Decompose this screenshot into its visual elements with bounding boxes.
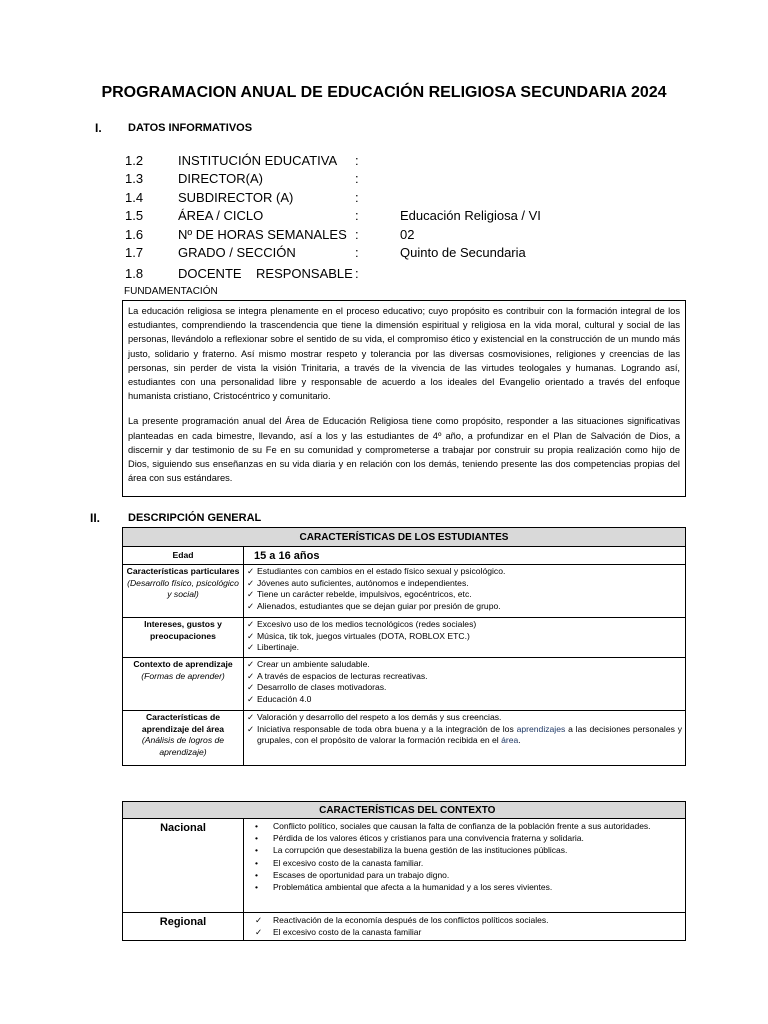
check-icon: ✓ bbox=[247, 723, 255, 734]
intereses-label: Intereses, gustos y preocupaciones bbox=[123, 618, 244, 658]
info-label: ÁREA / CICLO bbox=[178, 208, 264, 223]
info-number: 1.6 bbox=[125, 227, 144, 242]
list-item-text: Reactivación de la economía después de los conflictos políticos sociales. bbox=[273, 915, 549, 925]
list-item-text: Alienados, estudiantes que se dejan guiar por presión de grupo. bbox=[257, 600, 501, 611]
list-item bbox=[247, 712, 682, 724]
contexto-list bbox=[244, 658, 686, 711]
check-icon: ✓ bbox=[247, 630, 255, 641]
check-icon: ✓ bbox=[255, 927, 263, 938]
list-item bbox=[247, 881, 682, 893]
list-item-text: Tiene un carácter rebelde, impulsivos, egocéntricos, etc. bbox=[257, 589, 472, 600]
list-item-text: A través de espacios de lecturas recreativas. bbox=[257, 670, 428, 681]
edad-label: Edad bbox=[123, 547, 244, 565]
fundamentacion-box bbox=[122, 300, 686, 497]
list-item-text: Iniciativa responsable de toda obra buena y a la integración de los bbox=[257, 723, 517, 734]
particulares-label: Características particulares bbox=[126, 566, 240, 576]
list-item-text: Crear un ambiente saludable. bbox=[257, 659, 370, 669]
check-icon: ✓ bbox=[247, 659, 255, 669]
area-label: Características de aprendizaje del área bbox=[141, 712, 225, 734]
context-table-header-blank bbox=[123, 802, 244, 819]
list-item-text: Música, tik tok, juegos virtuales (DOTA, ROBLOX ETC.) bbox=[257, 630, 470, 641]
list-item-text: a las decisiones personales y grupales, con el propósito de valorar la formación recibida en el bbox=[257, 723, 682, 746]
edad-value: 15 a 16 años bbox=[244, 547, 686, 565]
list-item bbox=[247, 682, 682, 694]
students-table bbox=[122, 527, 686, 766]
list-item bbox=[247, 589, 682, 601]
info-colon: : bbox=[355, 190, 359, 205]
bullet-icon: • bbox=[255, 857, 258, 868]
list-item-text: Desarrollo de clases motivadoras. bbox=[257, 682, 387, 693]
list-item bbox=[247, 659, 682, 671]
info-number: 1.4 bbox=[125, 190, 144, 205]
particulares-label-cell bbox=[123, 565, 244, 618]
students-table-header: CARACTERÍSTICAS DE LOS ESTUDIANTES bbox=[123, 528, 686, 547]
bullet-icon: • bbox=[255, 882, 258, 893]
table-row bbox=[123, 819, 686, 913]
info-label: DIRECTOR(A) bbox=[178, 171, 263, 186]
check-icon: ✓ bbox=[247, 619, 255, 629]
table-row bbox=[123, 565, 686, 618]
fundamentacion-paragraph: La presente programación anual del Área de Educación Religiosa tiene como propósito, responder a las situaciones significativas planteadas en cada bimestre, llevando, así a los y las estudiantes de 4º año, a profundizar en el Plan de Salvación de Dios, a discernir y dar testimonio de su Fe en su comunidad y comprometerse a trabajar por construir su propia realización como hijo de Dios, siguiendo sus enseñanzas en su vida diaria y en relación con los demás, teniendo presente las dos competencias propias del área con sus estándares. bbox=[128, 416, 680, 484]
list-item bbox=[247, 566, 682, 578]
section-1-title: DATOS INFORMATIVOS bbox=[128, 122, 253, 134]
list-item bbox=[247, 820, 682, 832]
list-item-text: Jóvenes auto suficientes, autónomos e independientes. bbox=[257, 577, 469, 588]
info-colon: : bbox=[355, 153, 359, 168]
list-item bbox=[247, 857, 682, 869]
list-item bbox=[247, 844, 682, 856]
list-item bbox=[247, 631, 682, 643]
info-label: INSTITUCIÓN EDUCATIVA bbox=[178, 153, 338, 168]
nacional-list bbox=[244, 819, 686, 913]
fundamentacion-paragraph: La educación religiosa se integra plenamente en el proceso educativo; cuyo propósito es contribuir con la formación integral de los estudiantes, comprendiendo la trascendencia que tiene la dimensión espiritual y religiosa en la vida moral, cultural y social de las personas, llevándolo a reflexionar sobre el sentido de su vida, el compromiso ético y existencial en la construcción de un mundo más justo, solidario y fraterno. Así mismo mostrar respeto y tolerancia por las diversas cosmovisiones, religiones y creencias de las personas, sin perder de vista la visión Trinitaria, a través de la vivencia de las virtudes teologales y humanas. Logrando así, estudiantes con una personalidad libre y responsable de acuerdo a los ideales del Evangelio orientado a través del enfoque humanista cristiano, Cristocéntrico y comunitario. bbox=[128, 306, 680, 402]
list-item-text: El excesivo costo de la canasta familiar. bbox=[273, 857, 424, 868]
list-item bbox=[247, 926, 682, 938]
particulares-sublabel: (Desarrollo físico, psicológico y social) bbox=[127, 577, 239, 599]
info-colon: : bbox=[355, 227, 359, 242]
info-colon: : bbox=[355, 245, 359, 260]
list-item-text: Conflicto político, sociales que causan la falta de confianza de la población frente a sus autoridades. bbox=[273, 821, 651, 831]
check-icon: ✓ bbox=[247, 566, 255, 576]
table-row bbox=[123, 913, 686, 941]
info-number: 1.8 bbox=[125, 266, 144, 281]
list-item-text: El excesivo costo de la canasta familiar bbox=[273, 927, 422, 938]
info-label: SUBDIRECTOR (A) bbox=[178, 190, 294, 205]
check-icon: ✓ bbox=[247, 693, 255, 704]
section-2-number: II. bbox=[90, 511, 101, 525]
document-title: PROGRAMACION ANUAL DE EDUCACIÓN RELIGIOSA SECUNDARIA 2024 bbox=[101, 84, 667, 101]
bullet-icon: • bbox=[255, 845, 258, 856]
list-item-text: Valoración y desarrollo del respeto a los demás y sus creencias. bbox=[257, 712, 502, 722]
list-item bbox=[247, 914, 682, 926]
list-item bbox=[247, 619, 682, 631]
list-item-text: Estudiantes con cambios en el estado físico sexual y psicológico. bbox=[257, 566, 506, 576]
list-item-text: Libertinaje. bbox=[257, 642, 300, 653]
regional-list bbox=[244, 913, 686, 941]
area-list bbox=[244, 711, 686, 766]
contexto-label: Contexto de aprendizaje bbox=[133, 659, 233, 669]
check-icon: ✓ bbox=[247, 670, 255, 681]
list-item bbox=[247, 869, 682, 881]
list-item bbox=[247, 601, 682, 613]
context-table-header: CARACTERÍSTICAS DEL CONTEXTO bbox=[244, 802, 686, 819]
contexto-sublabel: (Formas de aprender) bbox=[141, 670, 225, 681]
list-item-text: . bbox=[518, 735, 521, 746]
check-icon: ✓ bbox=[247, 642, 255, 653]
info-number: 1.7 bbox=[125, 245, 144, 260]
info-label: DOCENTE RESPONSABLE bbox=[178, 266, 353, 281]
bullet-icon: • bbox=[255, 821, 258, 831]
info-number: 1.2 bbox=[125, 153, 144, 168]
area-label-cell bbox=[123, 711, 244, 766]
table-row bbox=[123, 711, 686, 766]
list-item bbox=[247, 724, 682, 747]
bullet-icon: • bbox=[255, 833, 258, 844]
info-value: Educación Religiosa / VI bbox=[400, 208, 541, 223]
table-row bbox=[123, 618, 686, 658]
info-number: 1.5 bbox=[125, 208, 144, 223]
section-1-number: I. bbox=[95, 121, 102, 135]
info-colon: : bbox=[355, 171, 359, 186]
table-row bbox=[123, 658, 686, 711]
nacional-label: Nacional bbox=[123, 819, 244, 913]
list-item-text: Escases de oportunidad para un trabajo digno. bbox=[273, 869, 450, 880]
highlighted-text: área bbox=[501, 735, 519, 746]
info-value: Quinto de Secundaria bbox=[400, 245, 526, 260]
highlighted-text: aprendizajes bbox=[516, 723, 566, 734]
info-colon: : bbox=[355, 266, 359, 281]
list-item bbox=[247, 642, 682, 654]
table-row bbox=[123, 547, 686, 565]
info-label: Nº DE HORAS SEMANALES bbox=[178, 227, 347, 242]
list-item bbox=[247, 578, 682, 590]
list-item bbox=[247, 694, 682, 706]
list-item-text: Pérdida de los valores éticos y cristianos para una convivencia fraterna y solidaria. bbox=[273, 833, 584, 844]
list-item bbox=[247, 832, 682, 844]
info-label: GRADO / SECCIÓN bbox=[178, 245, 296, 260]
particulares-list bbox=[244, 565, 686, 618]
fundamentacion-label: FUNDAMENTACIÓN bbox=[124, 286, 218, 297]
intereses-list bbox=[244, 618, 686, 658]
check-icon: ✓ bbox=[247, 682, 255, 693]
check-icon: ✓ bbox=[247, 600, 255, 611]
list-item-text: Educación 4.0 bbox=[257, 693, 312, 704]
info-number: 1.3 bbox=[125, 171, 144, 186]
section-2-title: DESCRIPCIÓN GENERAL bbox=[128, 512, 262, 524]
bullet-icon: • bbox=[255, 869, 258, 880]
context-table bbox=[122, 801, 686, 941]
regional-label: Regional bbox=[123, 913, 244, 941]
check-icon: ✓ bbox=[247, 589, 255, 600]
list-item-text: Excesivo uso de los medios tecnológicos (redes sociales) bbox=[257, 619, 477, 629]
check-icon: ✓ bbox=[255, 915, 263, 925]
list-item-text: La corrupción que desestabiliza la buena gestión de las instituciones públicas. bbox=[273, 845, 568, 856]
area-sublabel: (Análisis de logros de aprendizaje) bbox=[141, 735, 225, 757]
contexto-label-cell bbox=[123, 658, 244, 711]
list-item-text: Problemática ambiental que afecta a la humanidad y a los seres vivientes. bbox=[273, 882, 553, 893]
check-icon: ✓ bbox=[247, 577, 255, 588]
list-item bbox=[247, 671, 682, 683]
info-colon: : bbox=[355, 208, 359, 223]
info-value: 02 bbox=[400, 227, 415, 242]
check-icon: ✓ bbox=[247, 712, 255, 722]
